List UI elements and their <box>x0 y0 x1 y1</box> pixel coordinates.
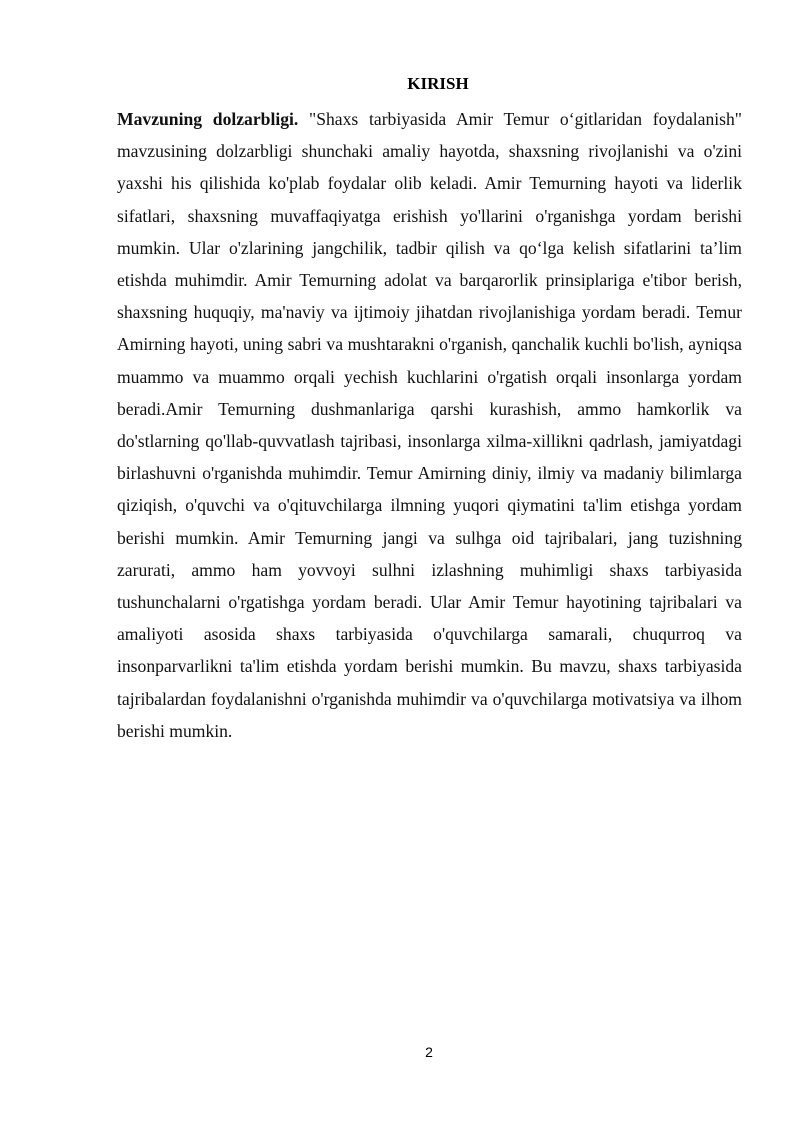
section-heading: KIRISH <box>407 74 469 93</box>
body-paragraph <box>117 103 742 747</box>
paragraph-body: "Shaxs tarbiyasida Amir Temur o‘gitlaridan foydalanish" mavzusining dolzarbligi shunchaki amaliy hayotda, shaxsning rivojlanishi va o'zini yaxshi his qilishida ko'plab foydalar olib keladi. Amir Temurning hayoti va liderlik sifatlari, shaxsning muvaffaqiyatga erishish yo'llarini o'rganishga yordam berishi mumkin. Ular o'zlarining jangchilik, tadbir qilish va qo‘lga kelish sifatlarini ta’lim etishda muhimdir. Amir Temurning adolat va barqarorlik prinsiplariga e'tibor berish, shaxsning huquqiy, ma'naviy va ijtimoiy jihatdan rivojlanishiga yordam beradi. Temur Amirning hayoti, uning sabri va mushtarakni o'rganish, qanchalik kuchli bo'lish, ayniqsa muammo va muammo orqali yechish kuchlarini o'rgatish orqali insonlarga yordam beradi.Amir Temurning dushmanlariga qarshi kurashish, ammo hamkorlik va do'stlarning qo'llab-quvvatlash tajribasi, insonlarga xilma-xillikni qadrlash, jamiyatdagi birlashuvni o'rganishda muhimdir. Temur Amirning diniy, ilmiy va madaniy bilimlarga qiziqish, o'quvchi va o'qituvchilarga ilmning yuqori qiymatini ta'lim etishga yordam berishi mumkin. Amir Temurning jangi va sulhga oid tajribalari, jang tuzishning zarurati, ammo ham yovvoyi sulhni izlashning muhimligi shaxs tarbiyasida tushunchalarni o'rgatishga yordam beradi. Ular Amir Temur hayotining tajribalari va amaliyoti asosida shaxs tarbiyasida o'quvchilarga samarali, chuqurroq va insonparvarlikni ta'lim etishda yordam berishi mumkin. Bu mavzu, shaxs tarbiyasida tajribalardan foydalanishni o'rganishda muhimdir va o'quvchilarga motivatsiya va ilhom berishi mumkin. <box>117 109 742 741</box>
paragraph-lead: Mavzuning dolzarbligi. <box>117 109 299 129</box>
page-number: 2 <box>425 1044 433 1060</box>
